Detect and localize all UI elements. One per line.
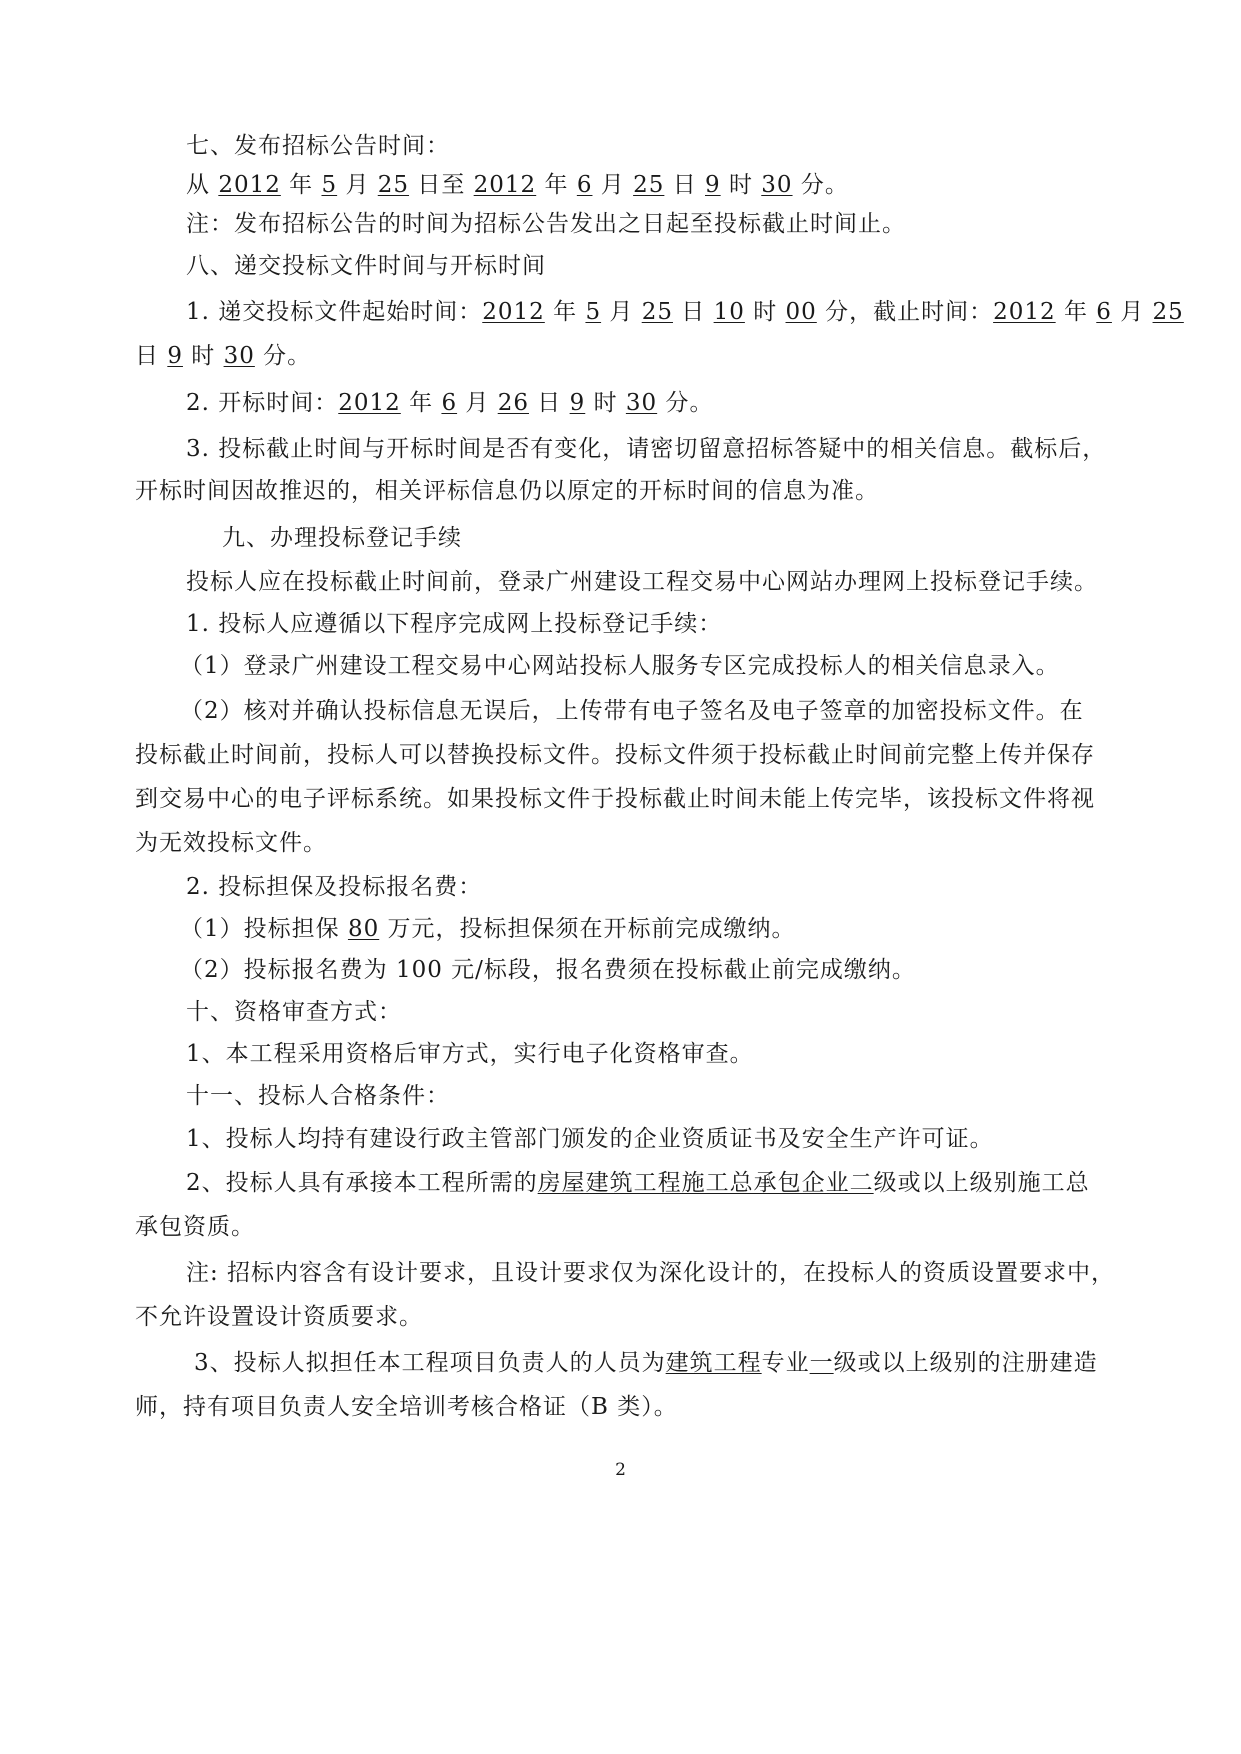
section-8-title: 八、递交投标文件时间与开标时间 bbox=[186, 253, 546, 279]
section-9-registration-fee: （2）投标报名费为 100 元/标段，报名费须在投标截止前完成缴纳。 bbox=[180, 957, 916, 983]
section-9-title: 九、办理投标登记手续 bbox=[222, 525, 462, 551]
section-9-item-1: 1. 投标人应遵循以下程序完成网上投标登记手续： bbox=[186, 611, 723, 637]
section-8-item-2: 2. 开标时间：2012 年 6 月 26 日 9 时 30 分。 bbox=[186, 390, 714, 416]
section-9-procedure-2-cont-3: 为无效投标文件。 bbox=[135, 830, 327, 856]
section-8-item-3: 3. 投标截止时间与开标时间是否有变化，请密切留意招标答疑中的相关信息。截标后， bbox=[186, 436, 1107, 462]
section-7-period: 从 2012 年 5 月 25 日至 2012 年 6 月 25 日 9 时 30 分。 bbox=[186, 172, 849, 198]
section-9-intro: 投标人应在投标截止时间前，登录广州建设工程交易中心网站办理网上投标登记手续。 bbox=[186, 569, 1098, 595]
section-11-item-1: 1、投标人均持有建设行政主管部门颁发的企业资质证书及安全生产许可证。 bbox=[186, 1126, 994, 1152]
section-8-item-3-cont: 开标时间因故推迟的，相关评标信息仍以原定的开标时间的信息为准。 bbox=[135, 478, 879, 504]
section-11-item-2-cont: 承包资质。 bbox=[135, 1214, 255, 1240]
section-9-procedure-2: （2）核对并确认投标信息无误后，上传带有电子签名及电子签章的加密投标文件。在 bbox=[180, 698, 1084, 724]
section-9-guarantee: （1）投标担保 80 万元，投标担保须在开标前完成缴纳。 bbox=[180, 916, 796, 942]
section-10-item-1: 1、本工程采用资格后审方式，实行电子化资格审查。 bbox=[186, 1041, 754, 1067]
section-11-note-cont: 不允许设置设计资质要求。 bbox=[135, 1304, 423, 1330]
section-11-title: 十一、投标人合格条件： bbox=[186, 1083, 450, 1109]
section-10-title: 十、资格审查方式： bbox=[186, 999, 402, 1025]
section-8-item-1: 1. 递交投标文件起始时间：2012 年 5 月 25 日 10 时 00 分，截止时间：2012 年 6 月 25 bbox=[186, 299, 1184, 325]
section-7-title: 七、发布招标公告时间： bbox=[186, 133, 450, 159]
section-9-item-2: 2. 投标担保及投标报名费： bbox=[186, 874, 483, 900]
section-11-note: 注: 招标内容含有设计要求，且设计要求仅为深化设计的，在投标人的资质设置要求中， bbox=[186, 1260, 1116, 1286]
section-11-item-3: 3、投标人拟担任本工程项目负责人的人员为建筑工程专业一级或以上级别的注册建造 bbox=[194, 1350, 1098, 1376]
section-7-note: 注：发布招标公告的时间为招标公告发出之日起至投标截止时间止。 bbox=[186, 211, 906, 237]
page-number: 2 bbox=[615, 1460, 626, 1480]
section-11-item-2: 2、投标人具有承接本工程所需的房屋建筑工程施工总承包企业二级或以上级别施工总 bbox=[186, 1170, 1090, 1196]
section-9-procedure-1: （1）登录广州建设工程交易中心网站投标人服务专区完成投标人的相关信息录入。 bbox=[180, 653, 1060, 679]
section-11-item-3-cont: 师，持有项目负责人安全培训考核合格证（B 类）。 bbox=[135, 1394, 678, 1420]
section-9-procedure-2-cont-1: 投标截止时间前，投标人可以替换投标文件。投标文件须于投标截止时间前完整上传并保存 bbox=[135, 742, 1095, 768]
section-8-item-1-cont: 日 9 时 30 分。 bbox=[135, 343, 312, 369]
section-9-procedure-2-cont-2: 到交易中心的电子评标系统。如果投标文件于投标截止时间未能上传完毕，该投标文件将视 bbox=[135, 786, 1095, 812]
